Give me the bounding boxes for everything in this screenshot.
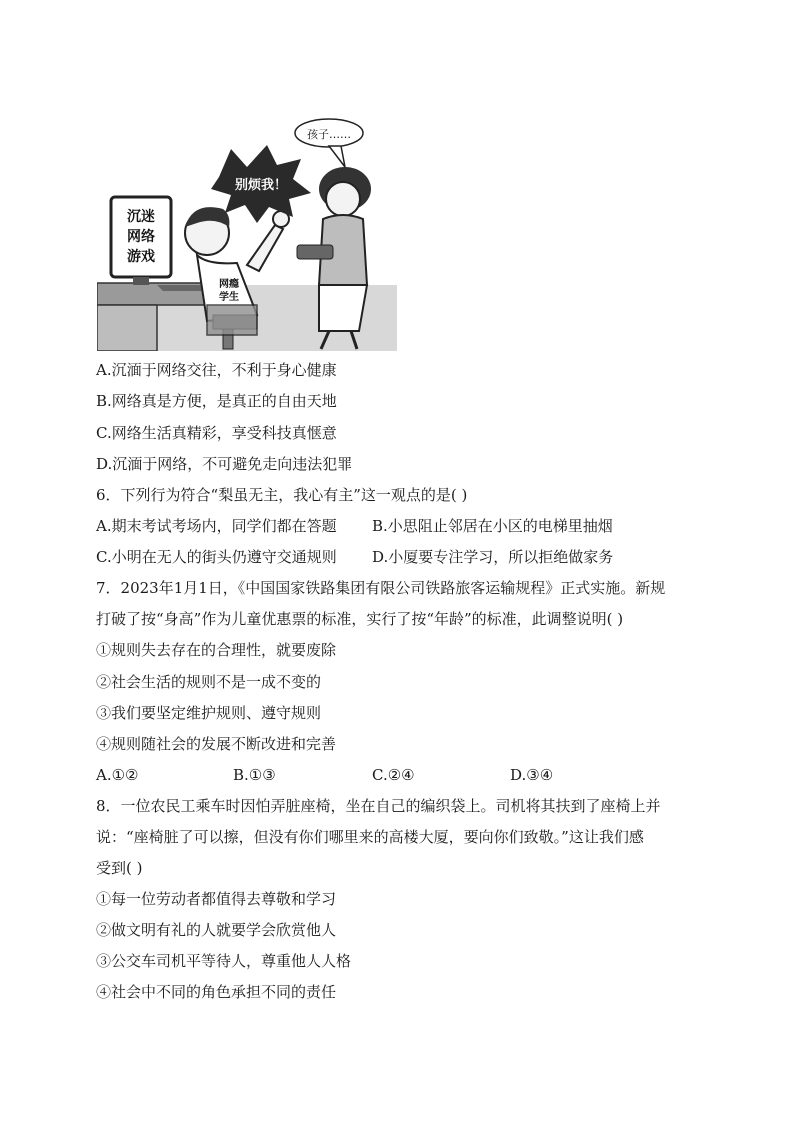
- q5-option-d: D.沉湎于网络，不可避免走向违法犯罪: [96, 455, 353, 473]
- boy-speech-text: 别烦我！: [234, 178, 288, 193]
- q8-statement-1: ①每一位劳动者都值得去尊敬和学习: [96, 890, 337, 908]
- q7-stem-line-2: 打破了按“身高”作为儿童优惠票的标准，实行了按“年龄”的标准，此调整说明( ): [96, 610, 624, 628]
- monitor-text-3: 游戏: [127, 249, 155, 265]
- q6-option-a: A.期末考试考场内，同学们都在答题: [96, 517, 337, 535]
- mother-speech-bubble: [295, 119, 363, 167]
- q6-option-b: B.小思阻止邻居在小区的电梯里抽烟: [372, 517, 613, 535]
- shirt-text-1: 网瘾: [219, 279, 239, 290]
- q8-statement-4: ④社会中不同的角色承担不同的责任: [96, 983, 337, 1001]
- q7-statement-3: ③我们要坚定维护规则、遵守规则: [96, 704, 322, 722]
- cartoon-illustration: [97, 115, 397, 351]
- q7-option-b: B.①③: [233, 766, 276, 784]
- q8-statement-2: ②做文明有礼的人就要学会欣赏他人: [96, 921, 337, 939]
- q7-stem-line-1: 7．2023年1月1日，《中国国家铁路集团有限公司铁路旅客运输规程》正式实施。新规: [96, 579, 666, 597]
- monitor-text-1: 沉迷: [127, 209, 155, 225]
- q7-statement-1: ①规则失去存在的合理性，就要废除: [96, 641, 337, 659]
- boy-speech-bubble: [211, 145, 311, 223]
- q7-option-c: C.②④: [372, 766, 415, 784]
- q5-option-b: B.网络真是方便，是真正的自由天地: [96, 392, 337, 410]
- q8-stem-line-1: 8．一位农民工乘车时因怕弄脏座椅，坐在自己的编织袋上。司机将其扶到了座椅上并: [96, 797, 661, 815]
- q8-stem-line-2: 说：“座椅脏了可以擦，但没有你们哪里来的高楼大厦，要向你们致敬。”这让我们感: [96, 828, 644, 846]
- q8-statement-3: ③公交车司机平等待人，尊重他人人格: [96, 952, 352, 970]
- monitor: [111, 197, 171, 285]
- q7-option-d: D.③④: [510, 766, 554, 784]
- q7-statement-4: ④规则随社会的发展不断改进和完善: [96, 735, 337, 753]
- q7-statement-2: ②社会生活的规则不是一成不变的: [96, 673, 322, 691]
- q5-option-a: A.沉湎于网络交往，不利于身心健康: [96, 361, 337, 379]
- mother-speech-text: 孩子……: [307, 128, 351, 141]
- q5-option-c: C.网络生活真精彩，享受科技真惬意: [96, 424, 337, 442]
- monitor-text-2: 网络: [127, 229, 155, 245]
- q6-option-d: D.小厦要专注学习，所以拒绝做家务: [372, 548, 614, 566]
- q7-option-a: A.①②: [96, 766, 139, 784]
- q8-stem-line-3: 受到( ): [96, 859, 143, 877]
- q6-option-c: C.小明在无人的街头仍遵守交通规则: [96, 548, 337, 566]
- q6-stem: 6．下列行为符合“梨虽无主，我心有主”这一观点的是( ): [96, 486, 468, 504]
- shirt-text-2: 学生: [219, 292, 239, 303]
